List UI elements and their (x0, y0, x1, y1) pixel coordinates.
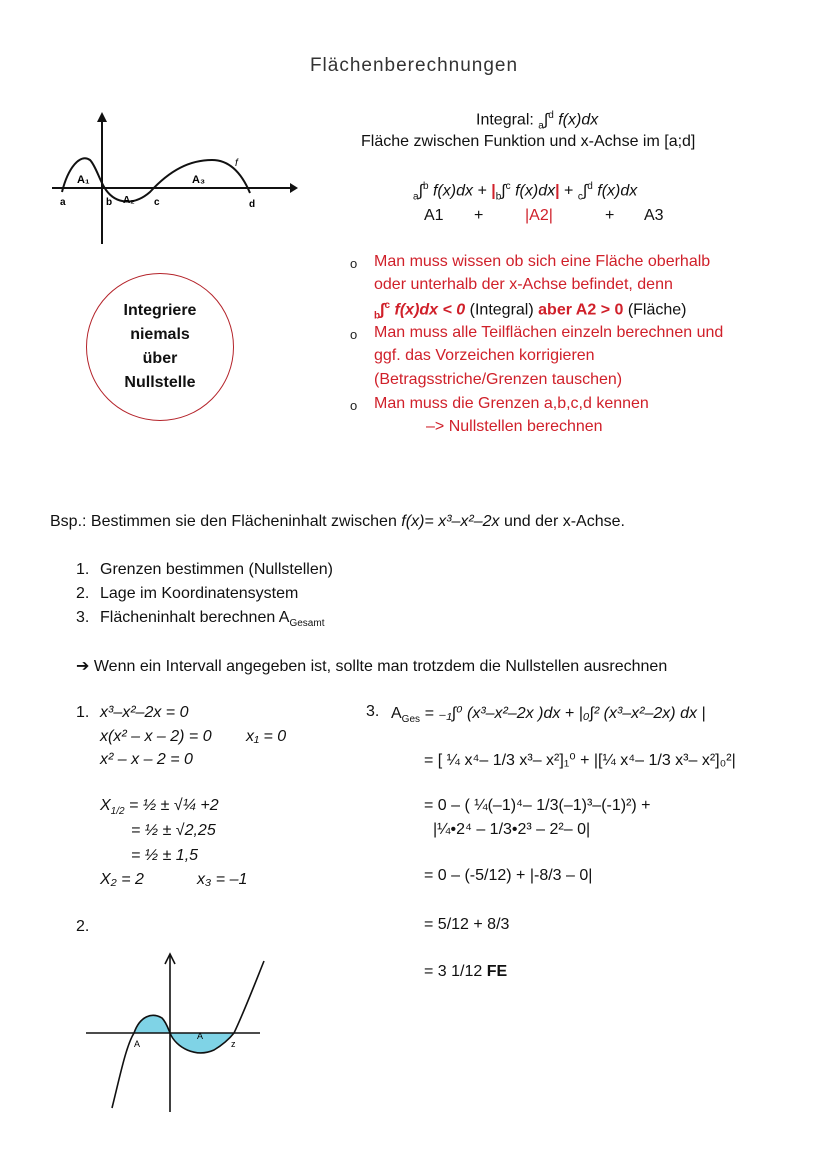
bullet-2-line-1: Man muss alle Teilflächen einzeln berechnen und (374, 324, 724, 341)
step-2-number: 2. (76, 585, 90, 602)
step-1-number: 1. (76, 561, 90, 578)
pq-x: X (100, 797, 111, 814)
solution-1-x2: X₂ = 2 (100, 871, 144, 888)
bullet-marker-2: o (350, 327, 358, 342)
circle-line-4: Nullstelle (124, 374, 196, 391)
area-total-integral: = ₋₁∫⁰ (x³–x²–2x )dx + |₀∫² (x³–x²–2x) dx | (420, 705, 706, 722)
graph2-label-left: A (134, 1039, 141, 1049)
bullet-area-statement: aber A2 > 0 (538, 301, 624, 319)
solution-2-number: 2. (76, 918, 90, 935)
bullet-marker-1: o (350, 256, 358, 271)
step-3-number: 3. (76, 609, 90, 626)
step-3-label: Flächeninhalt berechnen A (100, 609, 290, 626)
formula-label-a1: A1 (424, 207, 444, 224)
graph-label-a: a (60, 197, 66, 208)
solution-3-line-2: = [ ¼ x⁴– 1/3 x³– x²]₁⁰ + |[¼ x⁴– 1/3 x³– x²]₀²| (424, 752, 736, 769)
solution-3-result (424, 963, 507, 981)
result-value: = 3 1/12 (424, 963, 483, 980)
bullet-2-line-3: (Betragsstriche/Grenzen tauschen) (374, 371, 623, 388)
solution-1-x3: x₃ = –1 (197, 871, 248, 888)
example-statement (50, 513, 625, 531)
solution-3-line-4: = 0 – (-5/12) + |-8/3 – 0| (424, 867, 593, 884)
bullet-area-note: (Fläche) (627, 301, 687, 319)
term2-bar-open: | (491, 182, 496, 200)
solution-1-line-5: = ½ ± √2,25 (131, 822, 216, 839)
graph-label-c: c (154, 197, 160, 208)
term3-upper: d (587, 181, 593, 192)
solution-1-line-2: x(x² – x – 2) = 0 (100, 728, 212, 745)
bullet-integral-lower: b (374, 310, 381, 322)
step-3-subscript: Gesamt (289, 618, 325, 630)
solution-1-line-6: = ½ ± 1,5 (131, 847, 199, 864)
term1-lower: a (413, 191, 419, 203)
solution-3-line-1 (391, 703, 706, 725)
solution-3-line-5: = 5/12 + 8/3 (424, 916, 510, 933)
term1-upper: b (422, 181, 429, 192)
sum-formula (413, 181, 637, 203)
solution-3-number: 3. (366, 703, 380, 720)
bullet-2-line-2: ggf. das Vorzeichen korrigieren (374, 347, 595, 364)
bullet-3-line-1: Man muss die Grenzen a,b,c,d kennen (374, 395, 649, 412)
integral-description: Fläche zwischen Funktion und x-Achse im [a;d] (361, 133, 696, 150)
term2-bar-close: | (555, 182, 560, 200)
integral-sign: ∫ (543, 111, 549, 129)
bullet-1-line-1: Man muss wissen ob sich eine Fläche oberhalb (374, 253, 711, 270)
solution-1-line-3: x² – x – 2 = 0 (100, 751, 193, 768)
integral-lower-bound: a (538, 120, 544, 132)
area-sketch-graph (50, 108, 300, 248)
area-total-symbol: A (391, 705, 402, 722)
integral-upper-bound: d (548, 110, 554, 121)
term2-lower: b (495, 191, 502, 203)
step-2-text: Lage im Koordinatensystem (100, 585, 299, 602)
area-left-fill (134, 1015, 170, 1033)
bullet-integral-sign: ∫ (380, 301, 385, 319)
y-axis-arrow (97, 112, 107, 122)
cubic-sketch-graph (84, 946, 274, 1116)
solution-1-number: 1. (76, 704, 90, 721)
x-axis-arrow (290, 183, 298, 193)
term3-expr: f(x)dx (597, 182, 638, 200)
arrow-note (76, 656, 667, 676)
graph-label-a2: A₂ (123, 195, 135, 206)
solution-1-x1: x₁ = 0 (246, 728, 287, 745)
term3-sign: ∫ (582, 182, 588, 200)
term3-lower: c (577, 191, 583, 203)
circle-line-3: über (142, 350, 178, 367)
formula-label-plus1: + (474, 207, 484, 224)
integral-expression: f(x)dx (558, 111, 599, 129)
graph2-label-right: z (231, 1039, 236, 1049)
formula-label-a3: A3 (644, 207, 664, 224)
graph-label-d: d (249, 199, 256, 210)
term1-expr: f(x)dx + (432, 182, 487, 200)
circle-line-2: niemals (130, 326, 190, 343)
pq-formula: = ½ ± √¼ +2 (124, 797, 219, 814)
graph-label-f: f (235, 158, 238, 169)
integral-label: Integral: (476, 111, 534, 129)
step-3-text (100, 609, 324, 629)
graph-label-a3: A₃ (192, 174, 206, 186)
bullet-marker-3: o (350, 398, 358, 413)
pq-x-subscript: 1/2 (110, 806, 125, 818)
bullet-1-line-3 (374, 300, 687, 322)
bullet-integral-expr: f(x)dx < 0 (394, 301, 466, 319)
graph-label-b: b (106, 197, 113, 208)
graph-label-a1: A₁ (77, 174, 90, 186)
term2-sign: ∫ (501, 182, 506, 200)
step-1-text: Grenzen bestimmen (Nullstellen) (100, 561, 333, 578)
graph2-label-mid: A (197, 1031, 204, 1041)
solution-1-line-4 (100, 797, 219, 817)
bullet-integral-note: (Integral) (469, 301, 534, 319)
term2-upper: c (505, 181, 511, 192)
solution-3-line-3b: |¼•2⁴ – 1/3•2³ – 2²– 0| (433, 821, 591, 838)
result-unit: FE (486, 963, 508, 980)
solution-3-line-3a: = 0 – ( ¼(–1)⁴– 1/3(–1)³–(-1)²) + (424, 797, 651, 814)
warning-circle (86, 273, 234, 421)
bullet-integral-upper: c (384, 300, 391, 311)
bullet-3-line-2: –> Nullstellen berechnen (426, 418, 603, 435)
term3-plus: + (564, 182, 574, 200)
page-title: Flächenberechnungen (309, 55, 519, 76)
example-prefix: Bsp.: Bestimmen sie den Flächeninhalt zwischen (50, 513, 397, 530)
integral-definition (476, 110, 598, 132)
term1-sign: ∫ (418, 182, 423, 200)
bullet-1-line-2: oder unterhalb der x-Achse befindet, denn (374, 276, 673, 293)
example-function: f(x)= x³–x²–2x (401, 513, 500, 530)
function-curve (62, 158, 250, 201)
example-suffix: und der x-Achse. (504, 513, 625, 530)
arrow-icon: ➔ (76, 658, 90, 675)
area-total-subscript: Ges (401, 714, 421, 726)
formula-label-plus2: + (605, 207, 615, 224)
arrow-note-text: Wenn ein Intervall angegeben ist, sollte man trotzdem die Nullstellen ausrechnen (93, 658, 668, 675)
formula-label-a2: |A2| (525, 207, 553, 224)
term2-expr: f(x)dx (515, 182, 556, 200)
solution-1-line-1: x³–x²–2x = 0 (100, 704, 189, 721)
circle-line-1: Integriere (123, 302, 197, 319)
